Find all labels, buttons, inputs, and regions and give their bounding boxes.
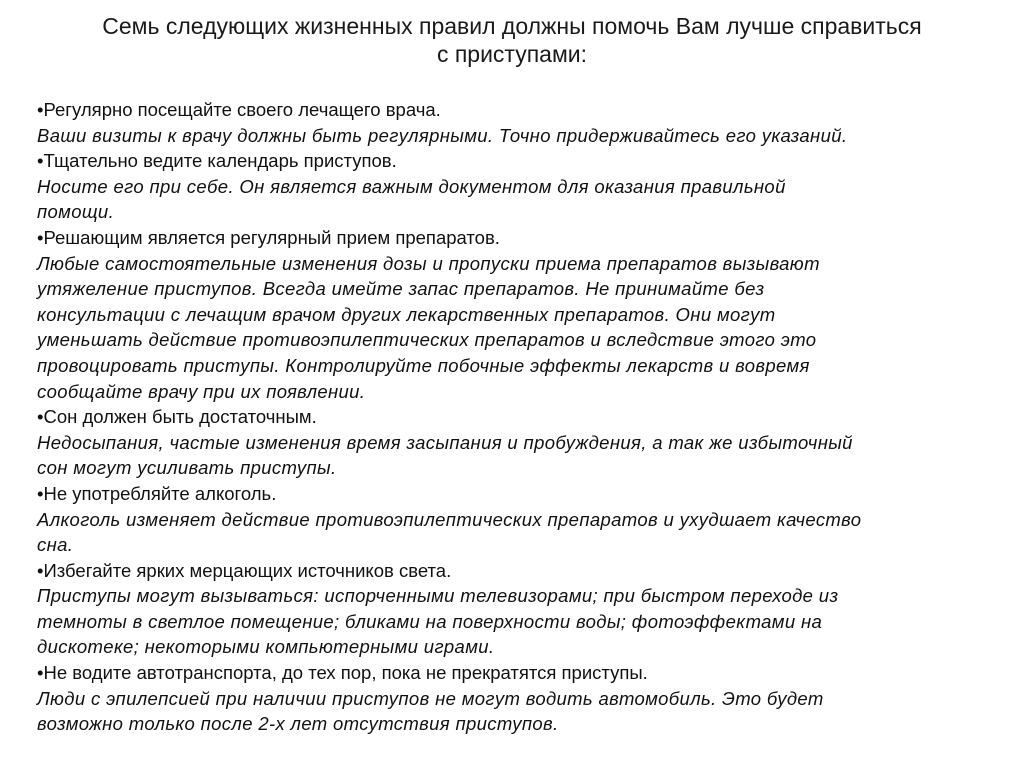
rule-description-line: консультации с лечащим врачом других лекарственных препаратов. Они могут xyxy=(37,303,776,325)
rule-description xyxy=(37,251,987,405)
rule-description-line: сообщайте врачу при их появлении. xyxy=(37,380,366,402)
rule-heading: •Избегайте ярких мерцающих источников света. xyxy=(37,559,452,581)
rule-description-line: сон могут усиливать приступы. xyxy=(37,457,337,479)
rule-description-line: Приступы могут вызываться: испорченными телевизорами; при быстром переходе из xyxy=(37,585,839,607)
rule-heading: •Не употребляйте алкоголь. xyxy=(37,482,277,504)
rule-description xyxy=(37,430,987,481)
rule-description-line: Носите его при себе. Он является важным документом для оказания правильной xyxy=(37,175,786,197)
rule-description-line: провоцировать приступы. Контролируйте побочные эффекты лекарств и вовремя xyxy=(37,354,810,376)
slide-title xyxy=(20,12,1004,68)
rule-description-line: уменьшать действие противоэпилептических препаратов и вследствие этого это xyxy=(37,329,817,351)
rule-item xyxy=(37,97,987,148)
rule-heading: •Решающим является регулярный прием препаратов. xyxy=(37,226,500,248)
rule-description-line: темноты в светлое помещение; бликами на поверхности воды; фотоэффектами на xyxy=(37,610,823,632)
rule-description-line: Недосыпания, частые изменения время засыпания и пробуждения, а так же избыточный xyxy=(37,431,853,453)
rule-item xyxy=(37,404,987,481)
rule-item xyxy=(37,558,987,660)
rule-description-line: сна. xyxy=(37,534,74,556)
rule-heading: •Сон должен быть достаточным. xyxy=(37,406,317,428)
rule-description-line: дискотеке; некоторыми компьютерными играми. xyxy=(37,636,495,658)
rule-description xyxy=(37,123,987,149)
rule-item xyxy=(37,481,987,558)
rule-description xyxy=(37,686,987,737)
rule-description-line: Люди с эпилепсией при наличии приступов не могут водить автомобиль. Это будет xyxy=(37,687,824,709)
rule-heading: •Регулярно посещайте своего лечащего врача. xyxy=(37,99,441,120)
rule-heading: •Не водите автотранспорта, до тех пор, пока не прекратятся приступы. xyxy=(37,662,648,684)
rule-description-line: Алкоголь изменяет действие противоэпилептических препаратов и ухудшает качество xyxy=(37,508,862,530)
rule-description xyxy=(37,507,987,558)
rule-description-line: утяжеление приступов. Всегда имейте запас препаратов. Не принимайте без xyxy=(37,278,765,300)
rule-item xyxy=(37,225,987,404)
rule-description-line: возможно только после 2-х лет отсутствия приступов. xyxy=(37,713,559,735)
slide-title-line: Семь следующих жизненных правил должны помочь Вам лучше справиться xyxy=(102,13,922,39)
rule-description-line: Ваши визиты к врачу должны быть регулярными. Точно придерживайтесь его указаний. xyxy=(37,124,848,146)
slide-title-line: с приступами: xyxy=(436,41,588,67)
rule-description-line: помощи. xyxy=(37,201,115,223)
rules-list xyxy=(37,97,987,737)
rule-description-line: Любые самостоятельные изменения дозы и пропуски приема препаратов вызывают xyxy=(37,252,820,274)
rule-description xyxy=(37,174,987,225)
rule-description xyxy=(37,583,987,660)
rule-heading: •Тщательно ведите календарь приступов. xyxy=(37,150,397,172)
rule-item xyxy=(37,660,987,737)
rule-item xyxy=(37,148,987,225)
